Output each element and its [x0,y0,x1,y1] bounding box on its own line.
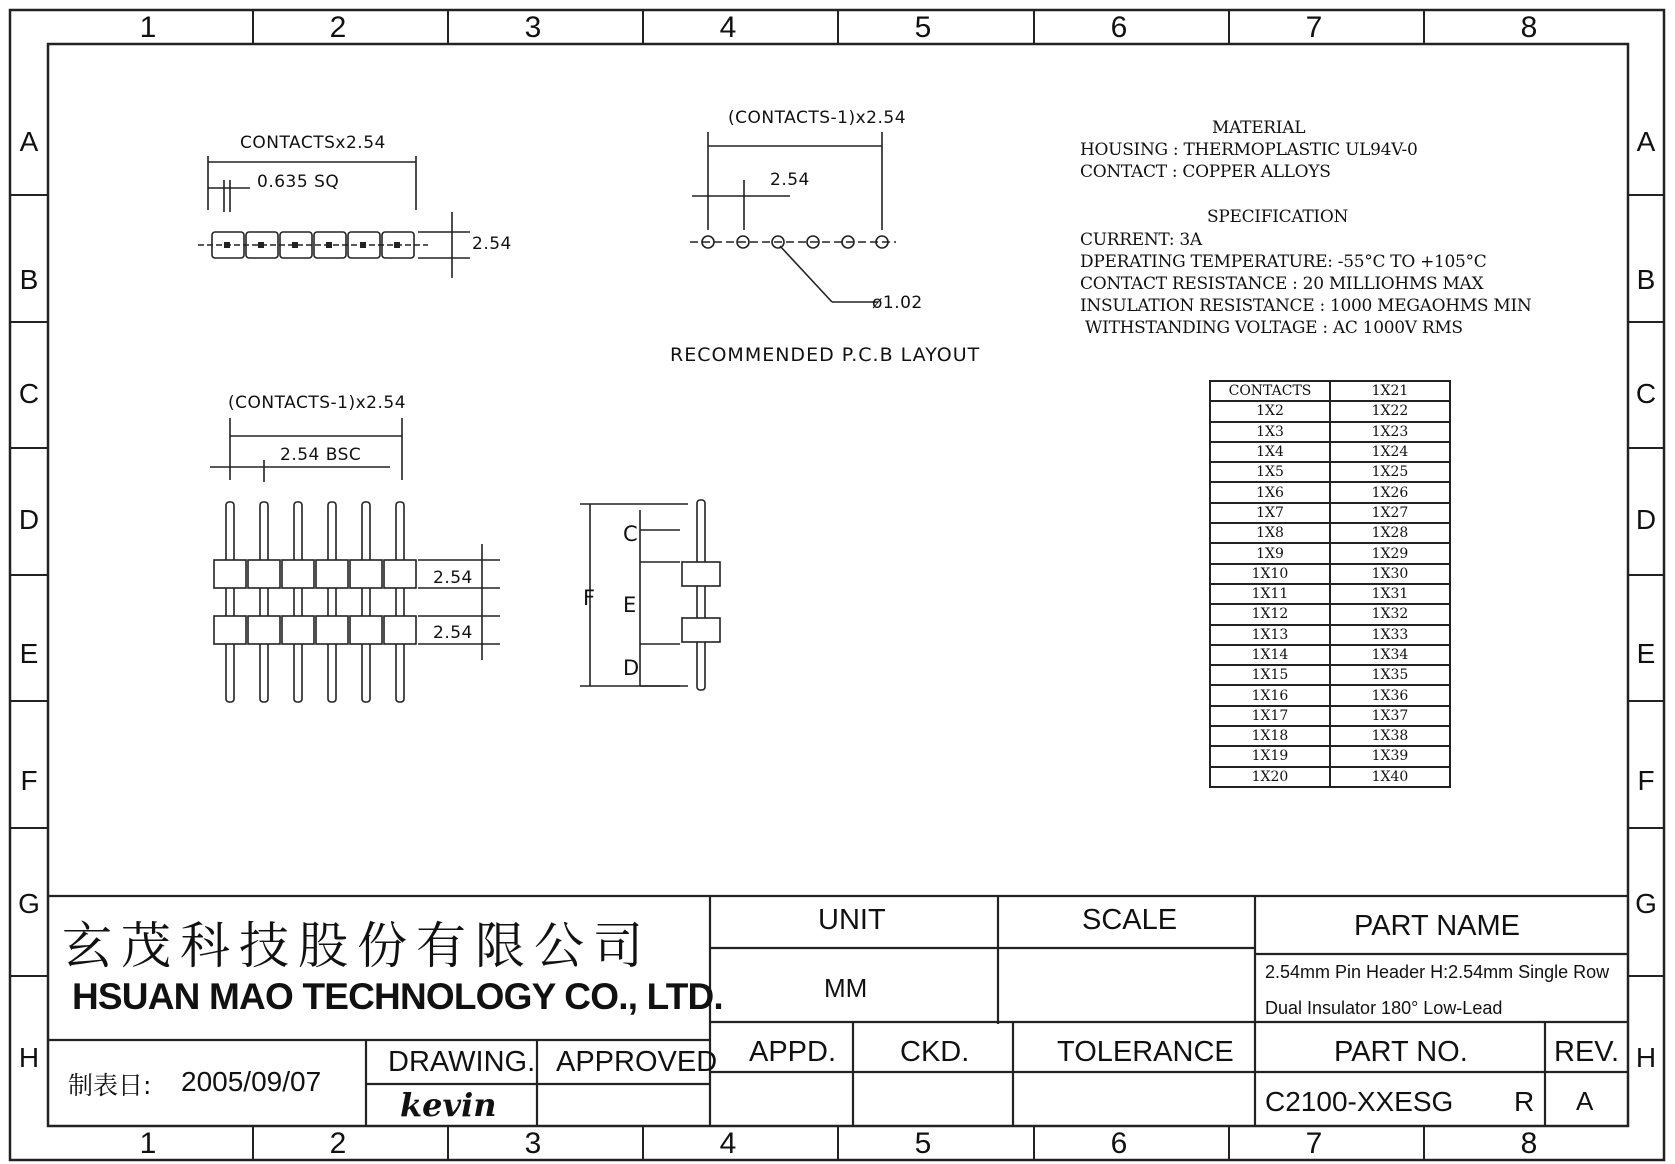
material-housing: HOUSING : THERMOPLASTIC UL94V-0 [1080,140,1418,160]
dimension-label: 2.54 [472,234,512,254]
material-heading: MATERIAL [1212,118,1306,138]
company-name-chinese: 玄茂科技股份有限公司 [62,917,652,975]
side-label-e: E [623,593,637,617]
row-label: G [18,888,40,919]
table-cell: 1X4 [1210,442,1330,462]
company-name-english: HSUAN MAO TECHNOLOGY CO., LTD. [72,976,723,1017]
column-label: 5 [914,1127,932,1160]
dimension-label: CONTACTSx2.54 [240,133,386,153]
table-cell: 1X26 [1330,482,1450,502]
date-label: 制表日: [68,1071,152,1100]
column-label: 1 [139,11,157,44]
side-label-f: F [583,586,596,610]
row-label: G [1635,888,1657,919]
table-cell: 1X11 [1210,584,1330,604]
specification-heading: SPECIFICATION [1207,207,1349,227]
table-cell: 1X8 [1210,523,1330,543]
row-label: D [1635,504,1657,535]
row-label: H [18,1042,40,1073]
spec-temperature: DPERATING TEMPERATURE: -55°C TO +105°C [1080,252,1487,272]
part-no-suffix: R [1514,1086,1535,1117]
table-cell: 1X7 [1210,503,1330,523]
spec-current: CURRENT: 3A [1080,230,1202,250]
column-label: 7 [1305,11,1323,44]
table-cell: 1X27 [1330,503,1450,523]
part-no-value: C2100-XXESG [1265,1086,1454,1117]
column-label: 4 [719,1127,737,1160]
table-cell: 1X18 [1210,726,1330,746]
table-cell: 1X15 [1210,665,1330,685]
table-cell: 1X13 [1210,625,1330,645]
rev-label: REV. [1554,1036,1620,1068]
unit-value: MM [824,973,868,1003]
table-cell: 1X38 [1330,726,1450,746]
column-label: 5 [914,11,932,44]
row-label: C [18,378,40,409]
table-cell: 1X37 [1330,706,1450,726]
dimension-label: ø1.02 [872,293,923,313]
table-header-cell: CONTACTS [1210,381,1330,401]
scale-label: SCALE [1082,904,1178,936]
tolerance-label: TOLERANCE [1057,1036,1234,1068]
column-label: 2 [329,1127,347,1160]
column-label: 6 [1110,11,1128,44]
row-label: A [1636,126,1656,157]
dimension-label: 2.54 [770,170,810,190]
table-cell: 1X17 [1210,706,1330,726]
table-cell: 1X25 [1330,462,1450,482]
unit-label: UNIT [818,904,886,936]
spec-insulation-resistance: INSULATION RESISTANCE : 1000 MEGAOHMS MIN [1080,296,1532,316]
table-cell: 1X19 [1210,746,1330,766]
rev-value: A [1576,1086,1594,1116]
part-name-label: PART NAME [1354,910,1520,942]
side-label-d: D [623,656,640,680]
table-cell: 1X12 [1210,604,1330,624]
material-contact: CONTACT : COPPER ALLOYS [1080,162,1331,182]
ckd-label: CKD. [900,1036,970,1068]
column-label: 1 [139,1127,157,1160]
column-label: 8 [1520,1127,1538,1160]
dimension-label: 2.54 [433,623,473,643]
table-cell: 1X29 [1330,543,1450,563]
row-label: B [1636,264,1656,295]
column-label: 6 [1110,1127,1128,1160]
column-label: 7 [1305,1127,1323,1160]
table-cell: 1X39 [1330,746,1450,766]
part-name-line1: 2.54mm Pin Header H:2.54mm Single Row [1265,962,1610,982]
table-cell: 1X22 [1330,401,1450,421]
table-cell: 1X5 [1210,462,1330,482]
approved-label: APPROVED [556,1046,718,1078]
row-label: C [1635,378,1657,409]
part-no-label: PART NO. [1334,1036,1468,1068]
drawing-label: DRAWING. [388,1046,536,1078]
row-label: H [1635,1042,1657,1073]
table-cell: 1X32 [1330,604,1450,624]
table-cell: 1X3 [1210,422,1330,442]
table-cell: 1X33 [1330,625,1450,645]
table-cell: 1X23 [1330,422,1450,442]
appd-label: APPD. [749,1036,837,1068]
part-name-line2: Dual Insulator 180° Low-Lead [1265,998,1503,1018]
dimension-label: 2.54 BSC [280,445,362,465]
table-cell: 1X31 [1330,584,1450,604]
table-cell: 1X14 [1210,645,1330,665]
pcb-layout-caption: RECOMMENDED P.C.B LAYOUT [670,344,981,366]
table-cell: 1X9 [1210,543,1330,563]
column-label: 2 [329,11,347,44]
column-label: 3 [524,11,542,44]
date-value: 2005/09/07 [181,1066,322,1097]
row-label: F [20,765,38,796]
table-cell: 1X10 [1210,564,1330,584]
row-label: D [18,504,40,535]
dimension-label: 2.54 [433,568,473,588]
table-cell: 1X30 [1330,564,1450,584]
table-cell: 1X24 [1330,442,1450,462]
row-label: E [19,638,39,669]
spec-contact-resistance: CONTACT RESISTANCE : 20 MILLIOHMS MAX [1080,274,1484,294]
row-label: A [19,126,39,157]
table-cell: 1X2 [1210,401,1330,421]
dimension-label: 0.635 SQ [257,172,340,192]
row-label: E [1636,638,1656,669]
table-header-cell: 1X21 [1330,381,1450,401]
table-cell: 1X35 [1330,665,1450,685]
drawing-signature: kevin [400,1086,497,1124]
column-label: 8 [1520,11,1538,44]
dimension-label: (CONTACTS-1)x2.54 [728,108,907,128]
table-cell: 1X28 [1330,523,1450,543]
table-cell: 1X34 [1330,645,1450,665]
spec-withstanding-voltage: WITHSTANDING VOLTAGE : AC 1000V RMS [1085,318,1463,338]
table-cell: 1X40 [1330,767,1450,787]
table-cell: 1X20 [1210,767,1330,787]
table-cell: 1X6 [1210,482,1330,502]
row-label: F [1637,765,1655,796]
table-cell: 1X36 [1330,685,1450,705]
column-label: 4 [719,11,737,44]
side-label-c: C [623,522,639,546]
row-label: B [19,264,39,295]
dimension-label: (CONTACTS-1)x2.54 [228,393,407,413]
column-label: 3 [524,1127,542,1160]
table-cell: 1X16 [1210,685,1330,705]
